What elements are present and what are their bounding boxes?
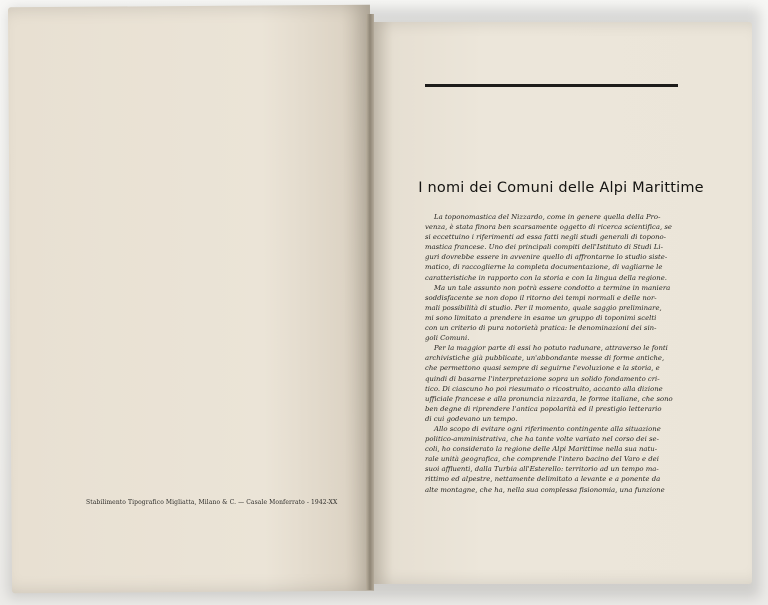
- text-line: rittimo ed alpestre, nettamente delimitato a levante e a ponente da: [425, 475, 661, 484]
- text-line: suoi affluenti, dalla Turbia all'Esterello: territorio ad un tempo ma-: [425, 465, 659, 474]
- text-line: rale unità geografica, che comprende l'intero bacino del Varo e dei: [425, 455, 659, 464]
- text-line: mi sono limitato a prendere in esame un gruppo di toponimi scelti: [425, 313, 657, 322]
- text-line: La toponomastica del Nizzardo, come in genere quella della Pro-: [434, 213, 661, 221]
- text-line: Ma un tale assunto non potrà essere condotto a termine in maniera: [434, 283, 671, 292]
- text-line: alte montagne, che ha, nella sua complessa fisionomia, una funzione: [425, 485, 665, 494]
- text-line: Allo scopo di evitare ogni riferimento contingente alla situazione: [434, 424, 661, 433]
- text-line: matico, di raccoglierne la completa documentazione, di vagliarne le: [425, 263, 663, 272]
- text-line: mali possibilità di studio. Per il momento, quale saggio preliminare,: [425, 303, 662, 312]
- text-line: con un criterio di pura notorietà pratica: le denominazioni dei sin-: [425, 324, 657, 333]
- text-line: politico-amministrativa, che ha tante volte variato nel corso dei se-: [425, 435, 659, 444]
- text-line: coli, ho considerato la regione delle Alpi Marittime nella sua natu-: [425, 445, 658, 454]
- text-line: che permettono quasi sempre di seguirne l'evoluzione e la storia, e: [425, 364, 660, 373]
- text-line: ben degne di riprendere l'antica popolarità ed il prestigio letterario: [425, 404, 662, 413]
- text-line: quindi di basarne l'interpretazione sopra un solido fondamento cri-: [425, 374, 660, 383]
- text-line: di cui godevano un tempo.: [425, 414, 518, 423]
- text-line: soddisfacente se non dopo il ritorno dei tempi normali e delle nor-: [425, 293, 657, 302]
- text-line: goli Comuni.: [425, 334, 470, 343]
- text-line: ufficiale francese e alla pronuncia nizzarda, le forme italiane, che sono: [425, 394, 673, 403]
- header-rule: [425, 84, 678, 87]
- printer-imprint: Stabilimento Tipografico Migliatta, Milano & C. — Casale Monferrato - 1942-XX: [86, 499, 338, 506]
- text-line: archivistiche già pubblicate, un'abbondante messe di forme antiche,: [425, 354, 665, 363]
- body-text: [425, 212, 685, 495]
- text-line: venza, è stata finora ben scarsamente oggetto di ricerca scientifica, se: [425, 223, 672, 232]
- book-spine-gutter: [366, 14, 374, 590]
- text-line: caratteristiche in rapporto con la storia e con la lingua della regione.: [425, 273, 667, 282]
- chapter-title: I nomi dei Comuni delle Alpi Marittime: [418, 180, 704, 196]
- text-line: tico. Di ciascuno ho poi riesumato o ricostruito, accanto alla dizione: [425, 384, 663, 393]
- text-line: Per la maggior parte di essi ho potuto radunare, attraverso le fonti: [434, 344, 668, 353]
- text-line: si eccettuino i riferimenti ad essa fatti negli studi generali di topono-: [425, 233, 667, 242]
- text-line: mastica francese. Uno dei principali compiti dell'Istituto di Studi Li-: [425, 243, 663, 252]
- text-line: guri dovrebbe essere in avvenire quello di affrontarne lo studio siste-: [425, 253, 668, 262]
